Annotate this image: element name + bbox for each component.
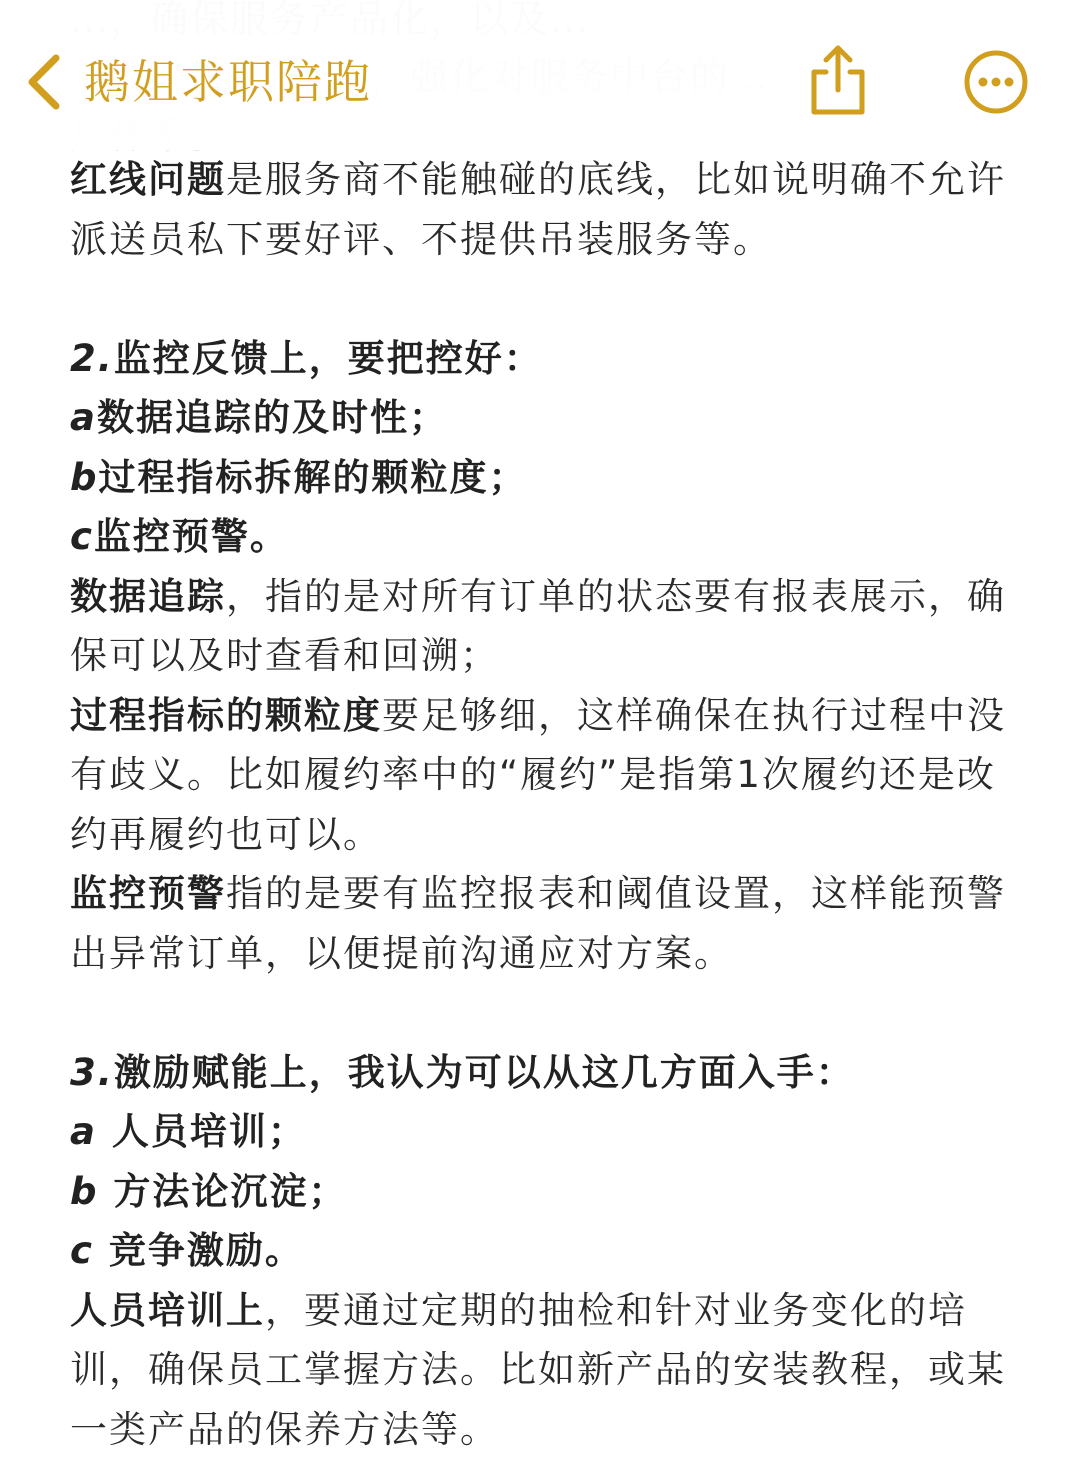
section-3-number: 3.	[70, 1051, 114, 1094]
paragraph-data-tracking	[70, 567, 1030, 686]
list-item	[70, 1221, 1030, 1281]
navigation-bar	[0, 0, 1080, 150]
share-button[interactable]	[806, 42, 870, 118]
more-button[interactable]	[962, 48, 1030, 116]
list-item	[70, 388, 1030, 448]
list-item	[70, 1162, 1030, 1222]
paragraph-training	[70, 1281, 1030, 1459]
list-item-key: a	[70, 396, 97, 439]
training-text: ，要通过定期的抽检和针对业务变化的培训，确保员工掌握方法。比如新产品的安装教程，或某一类产品的保养方法等。	[70, 1289, 1006, 1451]
paragraph-red-line	[70, 150, 1030, 269]
alerting-text: 指的是要有监控报表和阈值设置，这样能预警出异常订单，以便提前沟通应对方案。	[70, 872, 1006, 975]
more-icon	[962, 48, 1030, 116]
share-icon	[806, 42, 870, 118]
training-term: 人员培训上	[70, 1289, 265, 1332]
section-3-heading	[70, 1043, 1030, 1103]
page-title: 鹅姐求职陪跑	[84, 52, 372, 112]
granularity-term: 过程指标的颗粒度	[70, 694, 382, 737]
note-content	[70, 150, 1030, 1459]
red-line-text: 是服务商不能触碰的底线，比如说明确不允许派送员私下要好评、不提供吊装服务等。	[70, 158, 1006, 261]
list-item-key: b	[70, 456, 99, 499]
list-item	[70, 1102, 1030, 1162]
chevron-left-icon	[22, 50, 66, 114]
red-line-term: 红线问题	[70, 158, 226, 201]
list-item-text: 人员培训；	[97, 1110, 307, 1153]
list-item-text: 过程指标拆解的颗粒度；	[99, 456, 528, 499]
section-2-number: 2.	[70, 337, 114, 380]
paragraph-alerting	[70, 864, 1030, 983]
data-tracking-text: ，指的是对所有订单的状态要有报表展示，确保可以及时查看和回溯；	[70, 575, 1006, 678]
list-item-text: 监控预警。	[94, 515, 289, 558]
list-item-text: 方法论沉淀；	[99, 1170, 348, 1213]
alerting-term: 监控预警	[70, 872, 226, 915]
list-item	[70, 507, 1030, 567]
list-item-text: 数据追踪的及时性；	[97, 396, 448, 439]
data-tracking-term: 数据追踪	[70, 575, 226, 618]
paragraph-granularity	[70, 686, 1030, 865]
list-item-key: c	[70, 515, 94, 558]
section-2-heading	[70, 329, 1030, 389]
section-3-title: 激励赋能上，我认为可以从这几方面入手：	[114, 1051, 855, 1094]
list-item-key: c	[70, 1229, 94, 1272]
list-item	[70, 448, 1030, 508]
list-item-key: b	[70, 1170, 99, 1213]
back-button[interactable]	[22, 50, 66, 114]
granularity-text: 要足够细，这样确保在执行过程中没有歧义。比如履约率中的“履约”是指第1次履约还是改约再履约也可以。	[70, 694, 1006, 856]
section-2-title: 监控反馈上，要把控好：	[114, 337, 543, 380]
list-item-text: 竞争激励。	[94, 1229, 304, 1272]
list-item-key: a	[70, 1110, 97, 1153]
